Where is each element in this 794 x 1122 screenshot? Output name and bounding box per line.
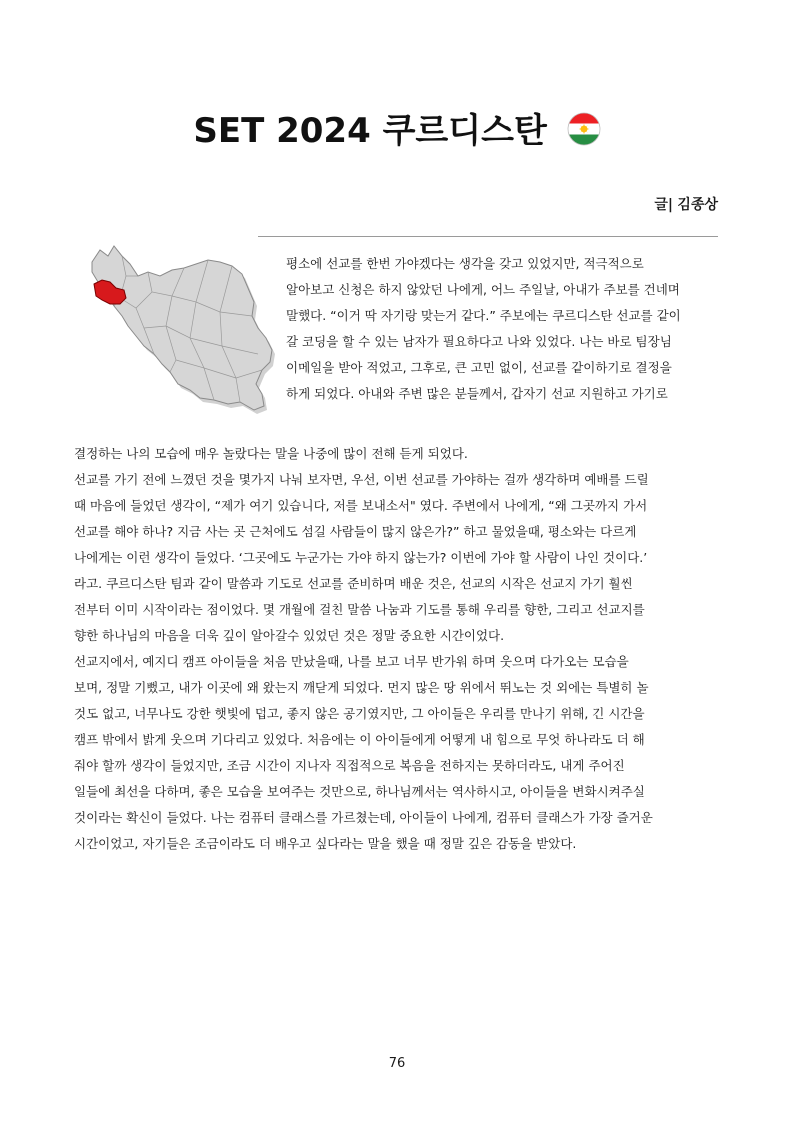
wrap-paragraph <box>286 251 681 407</box>
text-line: 것이라는 확신이 들었다. 나는 컴퓨터 클래스를 가르쳤는데, 아이들이 나에게, 컴퓨터 클래스가 가장 즐거운 <box>74 810 653 825</box>
text-line: 라고. 쿠르디스탄 팀과 같이 말씀과 기도로 선교를 준비하며 배운 것은, 선교의 시작은 선교지 가기 훨씬 <box>74 576 633 591</box>
text-line: 이메일을 받아 적었고, 그후로, 큰 고민 없이, 선교를 같이하기로 결정을 <box>286 360 672 375</box>
iran-kurdistan-region-map <box>82 238 278 420</box>
text-line: 나에게는 이런 생각이 들었다. ‘그곳에도 누군가는 가야 하지 않는가? 이번에 가야 할 사람이 나인 것이다.’ <box>74 550 648 565</box>
title-text: SET 2024 쿠르디스탄 <box>193 111 547 151</box>
kurdistan-flag-icon <box>567 112 601 158</box>
page-title <box>0 108 794 158</box>
text-line: 일들에 최선을 다하며, 좋은 모습을 보여주는 것만으로, 하나님께서는 역사하시고, 아이들을 변화시켜주실 <box>74 784 645 799</box>
byline <box>654 196 718 214</box>
body-text <box>74 441 653 857</box>
text-line: 선교를 해야 하나? 지금 사는 곳 근처에도 섬길 사람들이 많지 않은가?” 하고 물었을때, 평소와는 다르게 <box>74 524 637 539</box>
text-line: 알아보고 신청은 하지 않았던 나에게, 어느 주일날, 아내가 주보를 건네며 <box>286 282 680 297</box>
text-line: 시간이었고, 자기들은 조금이라도 더 배우고 싶다라는 말을 했을 때 정말 깊은 감동을 받았다. <box>74 836 577 851</box>
page-number: 76 <box>388 1056 406 1071</box>
text-line: 것도 없고, 너무나도 강한 햇빛에 덥고, 좋지 않은 공기였지만, 그 아이들은 우리를 만나기 위해, 긴 시간을 <box>74 706 645 721</box>
text-line: 결정하는 나의 모습에 매우 놀랐다는 말을 나중에 많이 전해 듣게 되었다. <box>74 446 468 461</box>
text-line: 캠프 밖에서 밝게 웃으며 기다리고 있었다. 처음에는 이 아이들에게 어떻게 내 힘으로 무엇 하나라도 더 해 <box>74 732 645 747</box>
text-line: 전부터 이미 시작이라는 점이었다. 몇 개월에 걸친 말씀 나눔과 기도를 통해 우리를 향한, 그리고 선교지를 <box>74 602 645 617</box>
text-line: 줘야 할까 생각이 들었지만, 조금 시간이 지나자 직접적으로 복음을 전하지는 못하더라도, 내게 주어진 <box>74 758 625 773</box>
text-line: 하게 되었다. 아내와 주변 많은 분들께서, 갑자기 선교 지원하고 가기로 <box>286 386 668 401</box>
byline-author: 김종상 <box>677 197 718 213</box>
text-line: 갈 코딩을 할 수 있는 남자가 필요하다고 나와 있었다. 나는 바로 팀장님 <box>286 334 672 349</box>
text-line: 때 마음에 들었던 생각이, “제가 여기 있습니다, 저를 보내소서" 였다. 주변에서 나에게, “왜 그곳까지 가서 <box>74 498 648 513</box>
text-line: 선교를 가기 전에 느꼈던 것을 몇가지 나눠 보자면, 우선, 이번 선교를 가야하는 걸까 생각하며 예배를 드릴 <box>74 472 649 487</box>
text-line: 말했다. “이거 딱 자기랑 맞는거 같다.” 주보에는 쿠르디스탄 선교를 같이 <box>286 308 681 323</box>
header-divider <box>258 236 718 237</box>
text-line: 선교지에서, 예지디 캠프 아이들을 처음 만났을때, 나를 보고 너무 반가워 하며 웃으며 다가오는 모습을 <box>74 654 629 669</box>
text-line: 향한 하나님의 마음을 더욱 깊이 알아갈수 있었던 것은 정말 중요한 시간이었다. <box>74 628 505 643</box>
byline-label: 글| <box>654 197 673 213</box>
text-line: 보며, 정말 기뻤고, 내가 이곳에 왜 왔는지 깨닫게 되었다. 먼지 많은 땅 위에서 뛰노는 것 외에는 특별히 놀 <box>74 680 649 695</box>
text-line: 평소에 선교를 한번 가야겠다는 생각을 갖고 있었지만, 적극적으로 <box>286 256 644 271</box>
